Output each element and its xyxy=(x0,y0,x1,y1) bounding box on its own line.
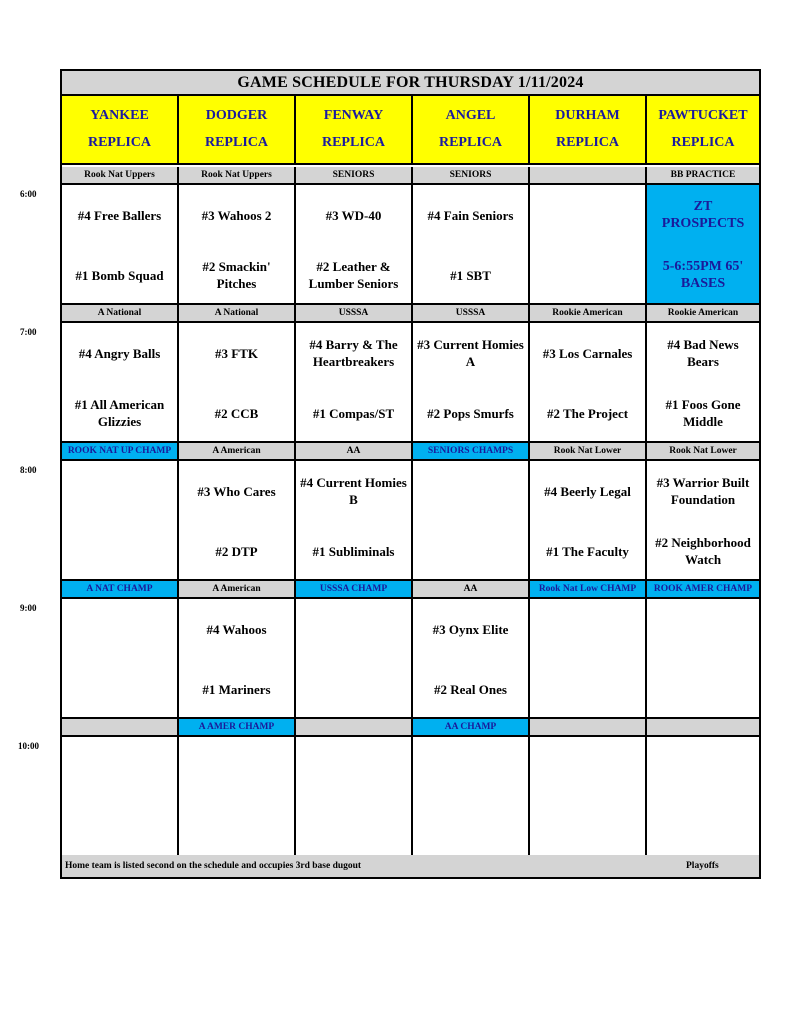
division-label: A National xyxy=(179,305,296,323)
game-cell xyxy=(647,185,759,305)
game-cell xyxy=(296,323,413,443)
team-top xyxy=(413,471,528,511)
team-top: #4 Barry & The Heartbreakers xyxy=(309,337,398,369)
team-bottom: #1 Mariners xyxy=(202,681,271,697)
division-label: SENIORS xyxy=(296,167,413,185)
team-top: #4 Angry Balls xyxy=(78,345,161,361)
division-label: AA xyxy=(296,443,413,461)
team-bottom xyxy=(647,807,759,847)
team-top: #3 Los Carnales xyxy=(542,345,633,361)
team-bottom xyxy=(179,807,294,847)
team-top: #4 Wahoos xyxy=(206,621,267,637)
field-name: ANGEL xyxy=(445,107,496,123)
game-cell xyxy=(179,599,296,719)
division-label: USSSA CHAMP xyxy=(296,581,413,599)
footer-note: Home team is listed second on the schedule and occupies 3rd base dugout xyxy=(65,861,362,871)
time-label: 9:00 xyxy=(20,603,37,613)
division-label: USSSA xyxy=(296,305,413,323)
team-bottom: #1 Subliminals xyxy=(312,543,395,559)
field-name: DODGER xyxy=(205,107,268,123)
team-top xyxy=(530,609,645,649)
team-top xyxy=(62,471,177,511)
field-name: DURHAM xyxy=(555,107,620,123)
division-label xyxy=(296,719,413,737)
team-bottom xyxy=(413,531,528,571)
game-cell xyxy=(179,461,296,581)
game-cell xyxy=(296,599,413,719)
division-label: Rook Nat Uppers xyxy=(62,167,179,185)
time-label: 10:00 xyxy=(18,741,39,751)
team-top: #3 Who Cares xyxy=(197,483,276,499)
division-label: Rookie American xyxy=(530,305,647,323)
field-subtitle: REPLICA xyxy=(87,135,151,151)
team-bottom: #1 The Faculty xyxy=(546,543,629,559)
division-label: Rook Nat Lower xyxy=(530,443,647,461)
division-label: Rook Nat Low CHAMP xyxy=(530,581,647,599)
team-top: #3 Oynx Elite xyxy=(432,621,509,637)
team-top: #4 Fain Seniors xyxy=(427,207,514,223)
division-label: SENIORS CHAMPS xyxy=(413,443,530,461)
game-cell xyxy=(179,737,296,857)
team-bottom: #2 Leather & Lumber Seniors xyxy=(308,259,399,291)
field-name: YANKEE xyxy=(90,107,149,123)
team-bottom: #1 All American Glizzies xyxy=(74,397,165,429)
team-bottom: #2 The Project xyxy=(546,405,629,421)
team-top xyxy=(647,747,759,787)
game-cell xyxy=(179,323,296,443)
team-bottom: #2 Pops Smurfs xyxy=(427,405,514,421)
game-cell xyxy=(530,323,647,443)
game-cell xyxy=(62,599,179,719)
team-bottom: 5-6:55PM 65' BASES xyxy=(662,259,744,291)
team-bottom xyxy=(296,807,411,847)
team-top xyxy=(179,747,294,787)
team-bottom xyxy=(413,807,528,847)
game-cell xyxy=(62,737,179,857)
field-header-fenway xyxy=(296,96,413,165)
game-cell xyxy=(530,461,647,581)
team-top xyxy=(413,747,528,787)
team-bottom: #1 Compas/ST xyxy=(312,405,395,421)
team-top: #4 Beerly Legal xyxy=(544,483,631,499)
field-header-dodger xyxy=(179,96,296,165)
team-bottom: #2 CCB xyxy=(214,405,259,421)
division-label: BB PRACTICE xyxy=(647,167,759,185)
game-cell xyxy=(530,737,647,857)
team-top xyxy=(647,609,759,649)
division-label xyxy=(530,719,647,737)
division-label xyxy=(647,719,759,737)
division-label: ROOK AMER CHAMP xyxy=(647,581,759,599)
team-bottom xyxy=(530,669,645,709)
division-label: USSSA xyxy=(413,305,530,323)
team-top xyxy=(296,609,411,649)
game-cell xyxy=(62,323,179,443)
team-bottom: #2 Smackin' Pitches xyxy=(202,259,271,291)
division-label: A NAT CHAMP xyxy=(62,581,179,599)
game-cell xyxy=(647,737,759,857)
game-cell xyxy=(296,737,413,857)
game-cell xyxy=(413,185,530,305)
team-bottom: #2 Neighborhood Watch xyxy=(655,535,751,567)
team-top: ZT PROSPECTS xyxy=(661,199,745,231)
field-header-durham xyxy=(530,96,647,165)
team-top xyxy=(62,609,177,649)
division-label: Rook Nat Uppers xyxy=(179,167,296,185)
division-label: Rookie American xyxy=(647,305,759,323)
team-bottom xyxy=(62,531,177,571)
field-subtitle: REPLICA xyxy=(204,135,268,151)
team-bottom: #1 Bomb Squad xyxy=(75,267,164,283)
game-cell xyxy=(296,185,413,305)
division-label: A American xyxy=(179,443,296,461)
team-bottom xyxy=(62,807,177,847)
division-label: AA xyxy=(413,581,530,599)
division-label: A National xyxy=(62,305,179,323)
team-top: #3 Current Homies A xyxy=(417,337,524,369)
game-cell xyxy=(530,599,647,719)
team-top: #4 Free Ballers xyxy=(77,207,162,223)
game-cell xyxy=(179,185,296,305)
team-top: #4 Bad News Bears xyxy=(667,337,739,369)
division-label: ROOK NAT UP CHAMP xyxy=(62,443,179,461)
team-bottom xyxy=(296,669,411,709)
game-cell xyxy=(62,461,179,581)
team-bottom: #2 Real Ones xyxy=(434,681,507,697)
time-label: 6:00 xyxy=(20,189,37,199)
team-top: #3 Wahoos 2 xyxy=(201,207,272,223)
game-cell xyxy=(647,599,759,719)
division-label: A American xyxy=(179,581,296,599)
team-bottom: #2 DTP xyxy=(215,543,258,559)
team-top: #3 WD-40 xyxy=(325,207,382,223)
team-top: #3 Warrior Built Foundation xyxy=(656,475,750,507)
game-cell xyxy=(647,461,759,581)
team-bottom: #1 SBT xyxy=(450,267,491,283)
team-bottom xyxy=(530,255,645,295)
field-name: FENWAY xyxy=(323,107,384,123)
field-subtitle: REPLICA xyxy=(671,135,735,151)
team-bottom xyxy=(647,669,759,709)
team-bottom xyxy=(62,669,177,709)
field-name: PAWTUCKET xyxy=(658,107,748,123)
division-label: Rook Nat Lower xyxy=(647,443,759,461)
team-top: #4 Current Homies B xyxy=(300,475,407,507)
team-top xyxy=(530,195,645,235)
team-top xyxy=(62,747,177,787)
division-label: A AMER CHAMP xyxy=(179,719,296,737)
game-cell xyxy=(413,461,530,581)
time-label: 8:00 xyxy=(20,465,37,475)
division-label: SENIORS xyxy=(413,167,530,185)
field-header-yankee xyxy=(62,96,179,165)
field-subtitle: REPLICA xyxy=(438,135,502,151)
team-top xyxy=(296,747,411,787)
team-top xyxy=(530,747,645,787)
team-bottom xyxy=(530,807,645,847)
division-label: AA CHAMP xyxy=(413,719,530,737)
game-cell xyxy=(62,185,179,305)
time-label: 7:00 xyxy=(20,327,37,337)
field-subtitle: REPLICA xyxy=(321,135,385,151)
footer-legend-playoffs: Playoffs xyxy=(686,861,719,871)
division-label xyxy=(530,167,647,185)
schedule-sheet xyxy=(60,69,761,879)
game-cell xyxy=(413,737,530,857)
schedule-title: GAME SCHEDULE FOR THURSDAY 1/11/2024 xyxy=(62,71,759,96)
field-header-pawtucket xyxy=(647,96,759,165)
field-subtitle: REPLICA xyxy=(555,135,619,151)
game-cell xyxy=(296,461,413,581)
schedule-footer xyxy=(62,855,759,877)
field-header-angel xyxy=(413,96,530,165)
team-top: #3 FTK xyxy=(215,345,258,361)
game-cell xyxy=(413,323,530,443)
game-cell xyxy=(413,599,530,719)
team-bottom: #1 Foos Gone Middle xyxy=(665,397,741,429)
division-label xyxy=(62,719,179,737)
game-cell xyxy=(647,323,759,443)
game-cell xyxy=(530,185,647,305)
